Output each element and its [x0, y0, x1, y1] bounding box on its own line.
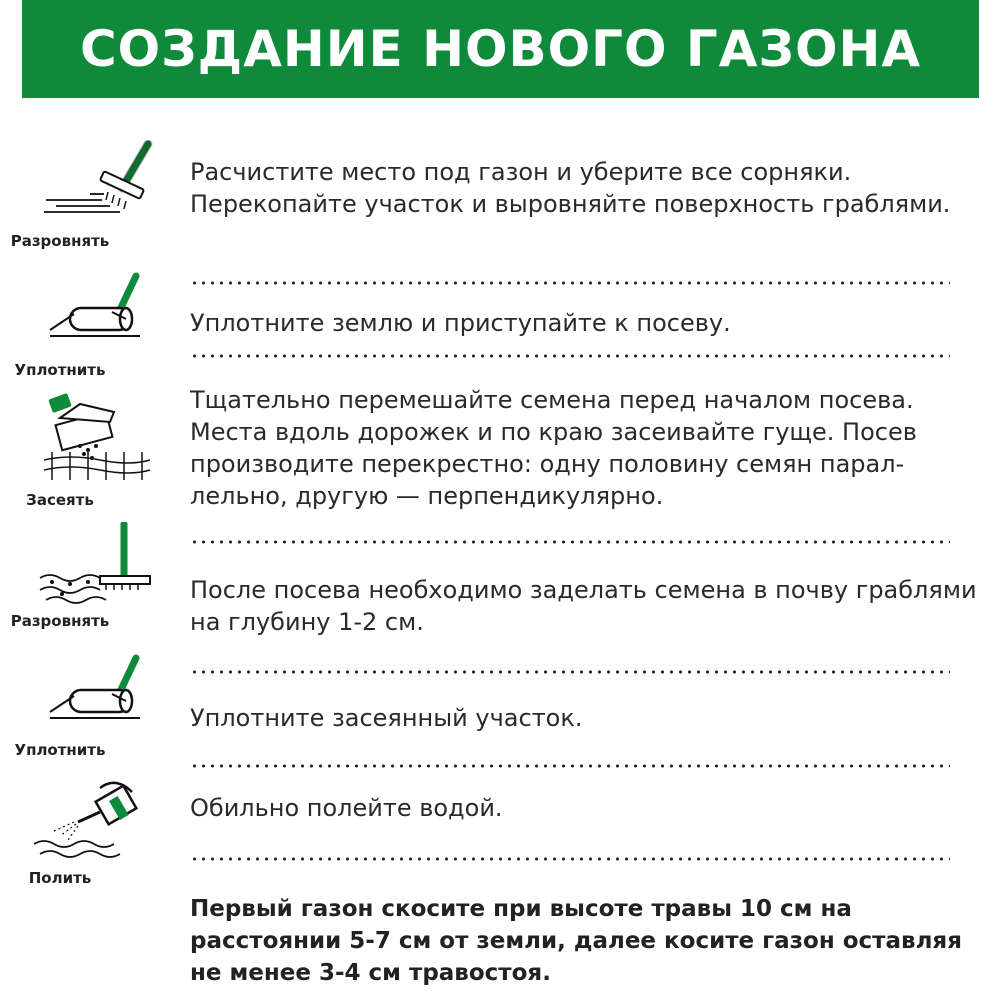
- dotted-divider: [190, 670, 950, 674]
- watering-can-icon: [30, 778, 160, 868]
- rake-icon: [30, 140, 160, 220]
- page-title: СОЗДАНИЕ НОВОГО ГАЗОНА: [79, 20, 922, 78]
- roller-icon: [30, 652, 160, 732]
- icon-label: Разровнять: [10, 612, 110, 630]
- step-text: Уплотните землю и приступайте к посеву.: [190, 309, 731, 337]
- dotted-divider: [190, 540, 950, 544]
- icon-label: Уплотнить: [14, 361, 106, 379]
- step-text: Тщательно перемешайте семена перед началом посева. Места вдоль дорожек и по краю засеивайте гуще. Посев производите перекрестно: одну половину семян парал-лельно, другую — перпендикулярно.: [190, 386, 917, 510]
- step-text: Расчистите место под газон и уберите все сорняки. Перекопайте участок и выровняйте поверхность граблями.: [190, 158, 951, 218]
- step-text: После посева необходимо заделать семена в почву граблями на глубину 1-2 см.: [190, 576, 977, 636]
- dotted-divider: [190, 764, 950, 768]
- icon-label: Полить: [28, 869, 92, 887]
- step-text: Уплотните засеянный участок.: [190, 704, 583, 732]
- mowing-note: Первый газон скосите при высоте травы 10 см на расстоянии 5-7 см от земли, далее косите газон оставляя не менее 3-4 см травостоя.: [190, 896, 962, 986]
- icon-label: Уплотнить: [14, 741, 106, 759]
- icon-label: Засеять: [26, 491, 94, 509]
- rake-icon: [30, 522, 160, 612]
- dotted-divider: [190, 857, 950, 861]
- roller-icon: [30, 270, 160, 350]
- seeder-icon: [30, 388, 160, 488]
- dotted-divider: [190, 354, 950, 358]
- dotted-divider: [190, 281, 950, 285]
- step-text: Обильно полейте водой.: [190, 794, 503, 822]
- icon-label: Разровнять: [10, 232, 110, 250]
- header-banner: [22, 0, 979, 98]
